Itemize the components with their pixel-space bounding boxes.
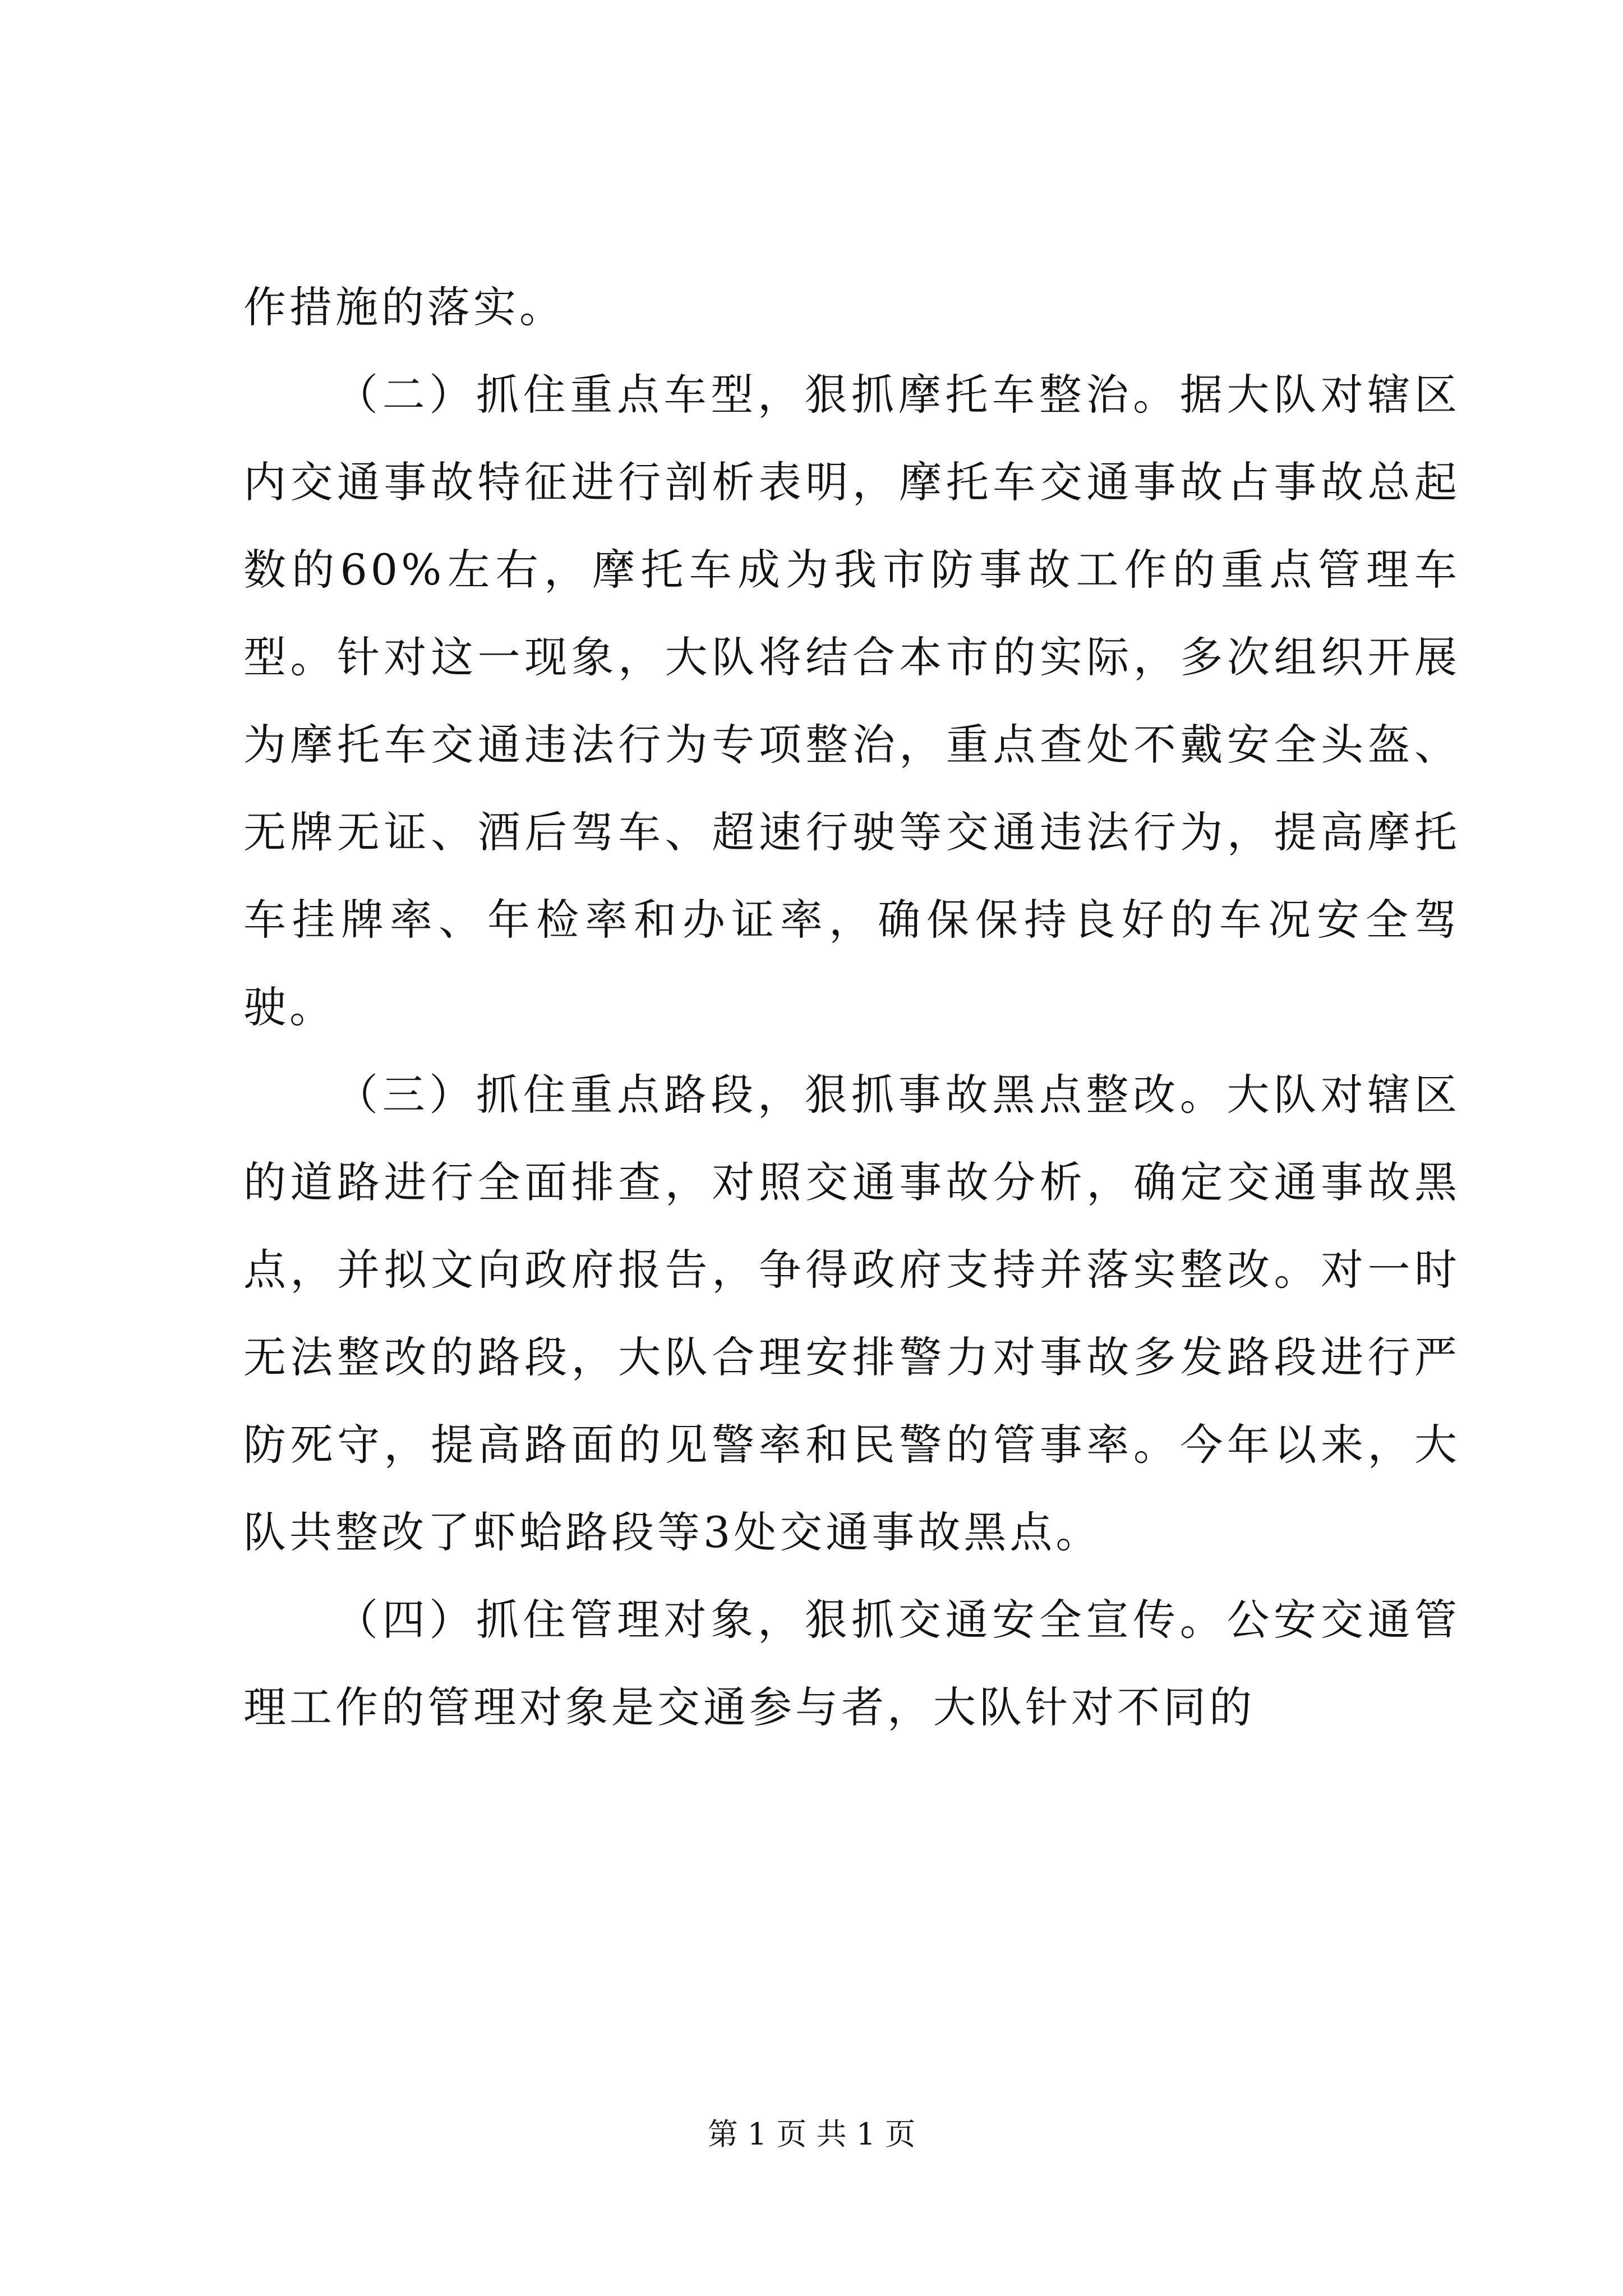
paragraph-section-4: （四）抓住管理对象，狠抓交通安全宣传。公安交通管理工作的管理对象是交通参与者，大队针对不同的 (243, 1595, 1460, 1732)
paragraph-section-3: （三）抓住重点路段，狠抓事故黑点整改。大队对辖区的道路进行全面排查，对照交通事故分析，确定交通事故黑点，并拟文向政府报告，争得政府支持并落实整改。对一时无法整改的路段，大队合理安排警力对事故多发路段进行严防死守，提高路面的见警率和民警的管事率。今年以来，大队共整改了虾蛤路段等3处交通事故黑点。 (243, 1070, 1460, 1557)
paragraph-section-2: （二）抓住重点车型，狠抓摩托车整治。据大队对辖区内交通事故特征进行剖析表明，摩托车交通事故占事故总起数的60%左右，摩托车成为我市防事故工作的重点管理车型。针对这一现象，大队将结合本市的实际，多次组织开展为摩托车交通违法行为专项整治，重点查处不戴安全头盔、无牌无证、酒后驾车、超速行驶等交通违法行为，提高摩托车挂牌率、年检率和办证率，确保保持良好的车况安全驾驶。 (243, 370, 1460, 1032)
page-footer: 第 1 页 共 1 页 (707, 2116, 916, 2152)
paragraph-continuation: 作措施的落实。 (243, 282, 565, 332)
document-body (243, 264, 1460, 1751)
